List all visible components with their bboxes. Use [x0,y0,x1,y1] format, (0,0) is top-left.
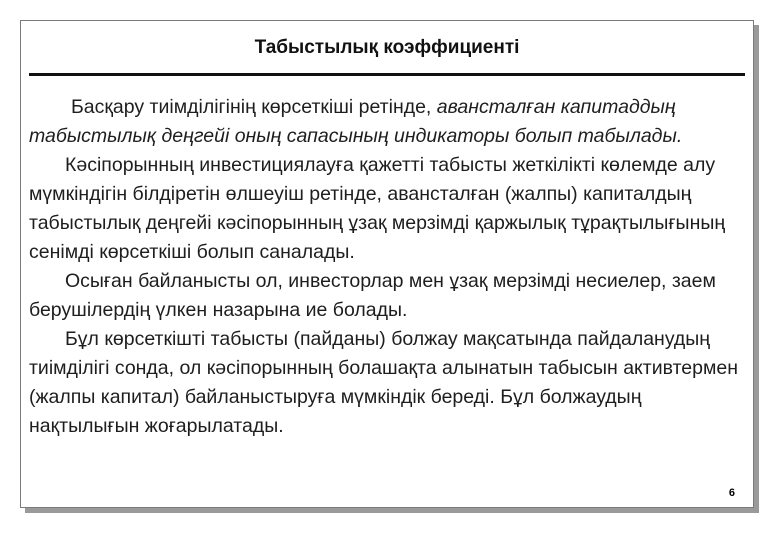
paragraph-1-italic-text: авансталған капитаддың табыстылық деңгейі оның сапасының индикаторы болып табылады. [29,96,683,147]
paragraph-4-text: Бұл көрсеткішті табысты (пайданы) болжау мақсатында пайдаланудың тиімділігі сонда, ол кәсіпорынның болашақта алынатын табысын активтермен (жалпы капитал) байланыстыруға мүмкіндік береді. Бұл болжаудың нақтылығын жоғарылатады. [29,328,738,437]
paragraph-2-text: Кәсіпорынның инвестициялауға қажетті табысты жеткілікті көлемде алу мүмкіндігін білдіретін өлшеуіш ретінде, авансталған (жалпы) капиталдың табыстылық деңгейі кәсіпорынның ұзақ мерзімді қаржылық тұрақтылығының сенімді көрсеткіші болып саналады. [29,154,726,263]
slide-frame [20,20,754,508]
title-divider [29,73,745,76]
paragraph-1-text: Басқару тиімділігінің көрсеткіші ретінде, [71,96,437,118]
slide-title: Табыстылық коэффициенті [254,37,520,58]
paragraph-3-text: Осыған байланысты ол, инвесторлар мен ұзақ мерзімді несиелер, заем берушілердің үлкен назарына ие болады. [29,270,716,321]
paragraph-3 [29,267,743,325]
paragraph-1 [29,93,743,151]
paragraph-4 [29,325,743,441]
slide-body [29,93,743,441]
paragraph-2 [29,151,743,267]
page-number: 6 [728,487,735,499]
